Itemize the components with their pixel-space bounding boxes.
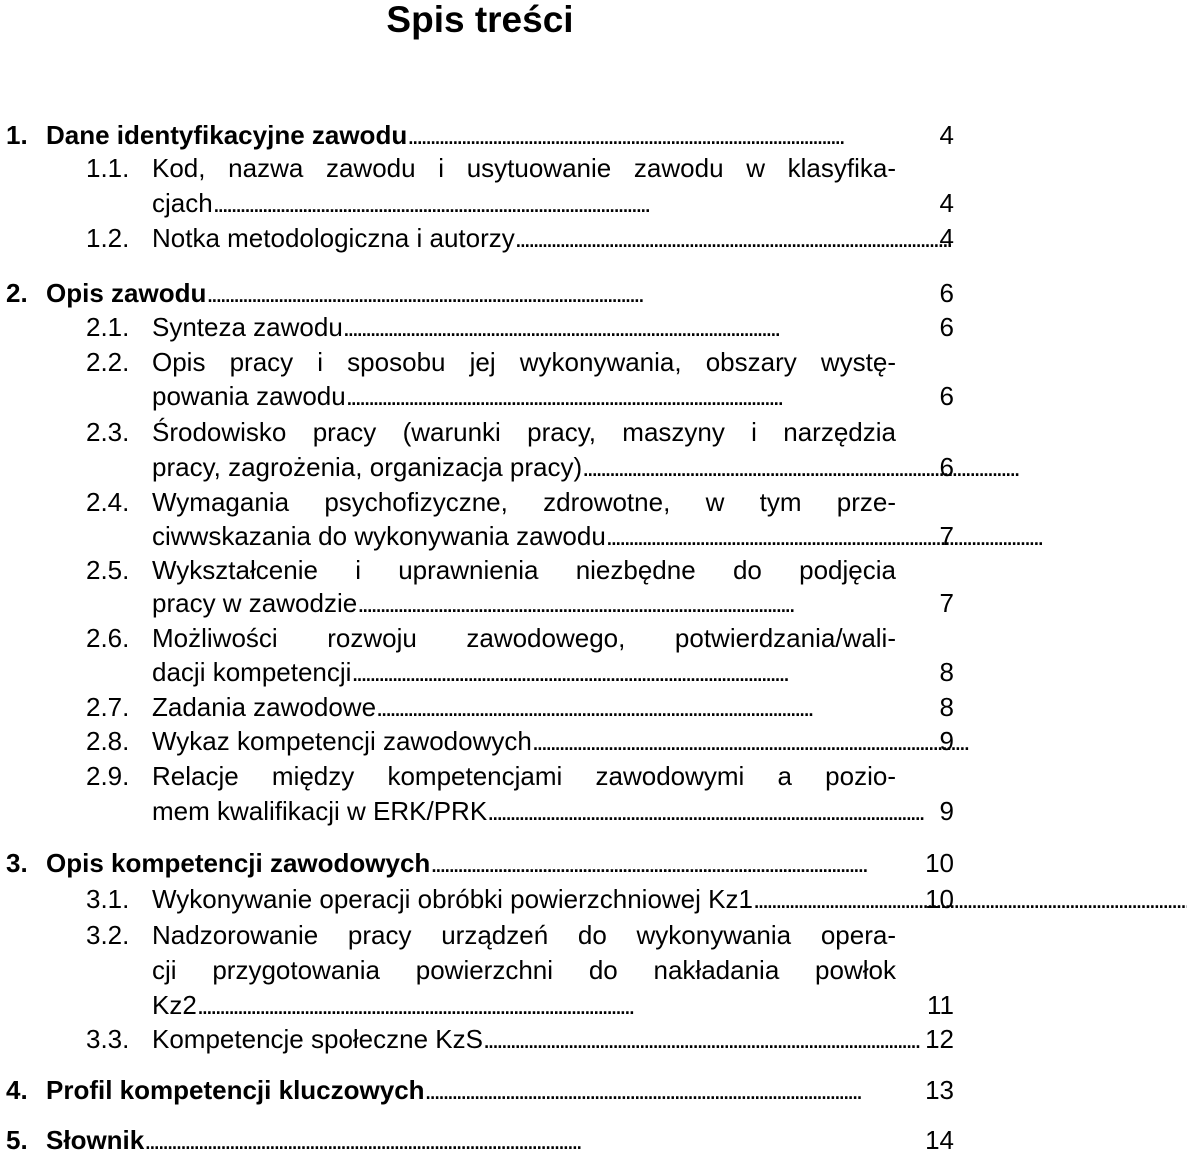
toc-entry-3-2-continued-2[interactable] bbox=[152, 988, 896, 1022]
toc-page-number: 6 bbox=[939, 278, 954, 308]
leader-dots bbox=[346, 379, 896, 413]
toc-entry-2-5-continued[interactable] bbox=[152, 586, 896, 620]
toc-page-number: 7 bbox=[939, 588, 954, 618]
toc-entry-2-2[interactable] bbox=[86, 345, 896, 379]
toc-number: 2.1. bbox=[86, 312, 130, 342]
leader-dots bbox=[430, 846, 896, 880]
toc-number: 1.1. bbox=[86, 153, 130, 183]
toc-text: Opis zawodu bbox=[46, 278, 207, 308]
toc-page-number: 9 bbox=[939, 726, 954, 756]
toc-text: Wymagania psychofizyczne, zdrowotne, w tym prze- bbox=[152, 487, 896, 517]
toc-page-number: 10 bbox=[925, 884, 954, 914]
toc-number: 3.1. bbox=[86, 884, 130, 914]
toc-number: 3. bbox=[6, 848, 28, 878]
toc-page-number: 8 bbox=[939, 657, 954, 687]
toc-text: Wykaz kompetencji zawodowych bbox=[152, 726, 532, 756]
toc-text: Środowisko pracy (warunki pracy, maszyny i narzędzia bbox=[152, 417, 896, 447]
toc-number: 2.4. bbox=[86, 487, 130, 517]
toc-text-continued: Kz2 bbox=[152, 990, 197, 1020]
toc-entry-3-3[interactable] bbox=[86, 1022, 896, 1056]
toc-text: Kod, nazwa zawodu i usytuowanie zawodu w klasyfika- bbox=[152, 153, 896, 183]
toc-entry-3-1[interactable] bbox=[86, 882, 896, 916]
toc-number: 2. bbox=[6, 278, 28, 308]
leader-dots bbox=[407, 118, 896, 152]
toc-text-continued: cji przygotowania powierzchni do nakładania powłok bbox=[152, 955, 896, 985]
toc-entry-2-3-continued[interactable] bbox=[152, 450, 896, 484]
toc-text: Możliwości rozwoju zawodowego, potwierdzania/wali- bbox=[152, 623, 896, 653]
toc-text: Słownik bbox=[46, 1125, 145, 1155]
toc-page-number: 11 bbox=[927, 990, 954, 1020]
toc-number: 2.3. bbox=[86, 417, 130, 447]
toc-page-number: 6 bbox=[939, 381, 954, 411]
leader-dots bbox=[197, 988, 896, 1022]
toc-text: Dane identyfikacyjne zawodu bbox=[46, 120, 408, 150]
leader-dots bbox=[376, 690, 896, 724]
leader-dots bbox=[483, 1022, 917, 1056]
toc-page-number: 6 bbox=[939, 452, 954, 482]
toc-entry-2-6-continued[interactable] bbox=[152, 655, 896, 689]
toc-entry-1-1-continued[interactable] bbox=[152, 186, 896, 220]
toc-entry-3-2-continued[interactable] bbox=[152, 953, 896, 987]
leader-dots bbox=[487, 794, 921, 828]
leader-dots bbox=[213, 186, 896, 220]
toc-text-continued: cjach bbox=[152, 188, 213, 218]
toc-entry-3[interactable] bbox=[6, 846, 896, 880]
toc-text: Wykształcenie i uprawnienia niezbędne do podjęcia bbox=[152, 555, 896, 585]
leader-dots bbox=[357, 586, 896, 620]
toc-number: 2.7. bbox=[86, 692, 130, 722]
toc-text: Nadzorowanie pracy urządzeń do wykonywania opera- bbox=[152, 920, 896, 950]
toc-page-number: 4 bbox=[939, 188, 954, 218]
toc-number: 5. bbox=[6, 1125, 28, 1155]
toc-text-continued: pracy w zawodzie bbox=[152, 588, 358, 618]
toc-text: Zadania zawodowe bbox=[152, 692, 377, 722]
toc-text: Wykonywanie operacji obróbki powierzchniowej Kz1 bbox=[152, 884, 753, 914]
toc-entry-2-8[interactable] bbox=[86, 724, 896, 758]
toc-page-number: 4 bbox=[939, 120, 954, 150]
toc-number: 2.8. bbox=[86, 726, 130, 756]
toc-page-number: 10 bbox=[925, 848, 954, 878]
leader-dots bbox=[606, 519, 1040, 553]
toc-page-number: 4 bbox=[939, 223, 954, 253]
toc-text: Synteza zawodu bbox=[152, 312, 343, 342]
toc-text: Notka metodologiczna i autorzy bbox=[152, 223, 515, 253]
toc-text: Opis pracy i sposobu jej wykonywania, obszary wystę- bbox=[152, 347, 896, 377]
toc-text-continued: powania zawodu bbox=[152, 381, 346, 411]
page-title: Spis treści bbox=[386, 0, 574, 40]
toc-page-number: 13 bbox=[925, 1075, 954, 1105]
toc-entry-2-9-continued[interactable] bbox=[152, 794, 896, 828]
toc-text-continued: mem kwalifikacji w ERK/PRK bbox=[152, 796, 488, 826]
leader-dots bbox=[343, 310, 896, 344]
toc-entry-2[interactable] bbox=[6, 276, 896, 310]
toc-text-continued: dacji kompetencji bbox=[152, 657, 352, 687]
toc-number: 3.2. bbox=[86, 920, 130, 950]
toc-entry-2-1[interactable] bbox=[86, 310, 896, 344]
toc-text: Opis kompetencji zawodowych bbox=[46, 848, 431, 878]
toc-number: 2.2. bbox=[86, 347, 130, 377]
toc-entry-1-2[interactable] bbox=[86, 221, 896, 255]
toc-entry-3-2[interactable] bbox=[86, 918, 896, 952]
toc-number: 2.9. bbox=[86, 761, 130, 791]
leader-dots bbox=[753, 882, 1187, 916]
toc-number: 2.6. bbox=[86, 623, 130, 653]
toc-text-continued: pracy, zagrożenia, organizacja pracy) bbox=[152, 452, 583, 482]
toc-number: 1. bbox=[6, 120, 28, 150]
toc-text-continued: ciwwskazania do wykonywania zawodu bbox=[152, 521, 606, 551]
toc-text: Profil kompetencji kluczowych bbox=[46, 1075, 425, 1105]
toc-entry-5[interactable] bbox=[6, 1123, 896, 1157]
toc-number: 3.3. bbox=[86, 1024, 130, 1054]
toc-entry-2-2-continued[interactable] bbox=[152, 379, 896, 413]
leader-dots bbox=[144, 1123, 896, 1157]
toc-page-number: 8 bbox=[939, 692, 954, 722]
toc-number: 2.5. bbox=[86, 555, 130, 585]
toc-number: 4. bbox=[6, 1075, 28, 1105]
toc-page-number: 6 bbox=[939, 312, 954, 342]
toc-entry-1-1[interactable] bbox=[86, 151, 896, 185]
toc-page-number: 12 bbox=[925, 1024, 954, 1054]
toc-page-number: 14 bbox=[925, 1125, 954, 1155]
toc-entry-2-3[interactable] bbox=[86, 415, 896, 449]
toc-entry-2-9[interactable] bbox=[86, 759, 896, 793]
leader-dots bbox=[515, 221, 949, 255]
toc-entry-2-5[interactable] bbox=[86, 553, 896, 587]
toc-entry-1[interactable] bbox=[6, 118, 896, 152]
leader-dots bbox=[351, 655, 896, 689]
toc-entry-2-4[interactable] bbox=[86, 485, 896, 519]
toc-text: Relacje między kompetencjami zawodowymi a pozio- bbox=[152, 761, 896, 791]
toc-number: 1.2. bbox=[86, 223, 130, 253]
toc-entry-2-6[interactable] bbox=[86, 621, 896, 655]
leader-dots bbox=[425, 1073, 896, 1107]
leader-dots bbox=[206, 276, 896, 310]
toc-page-number: 9 bbox=[939, 796, 954, 826]
toc-entry-2-4-continued[interactable] bbox=[152, 519, 896, 553]
toc-text: Kompetencje społeczne KzS bbox=[152, 1024, 483, 1054]
toc-entry-2-7[interactable] bbox=[86, 690, 896, 724]
toc-page-number: 7 bbox=[939, 521, 954, 551]
toc-entry-4[interactable] bbox=[6, 1073, 896, 1107]
